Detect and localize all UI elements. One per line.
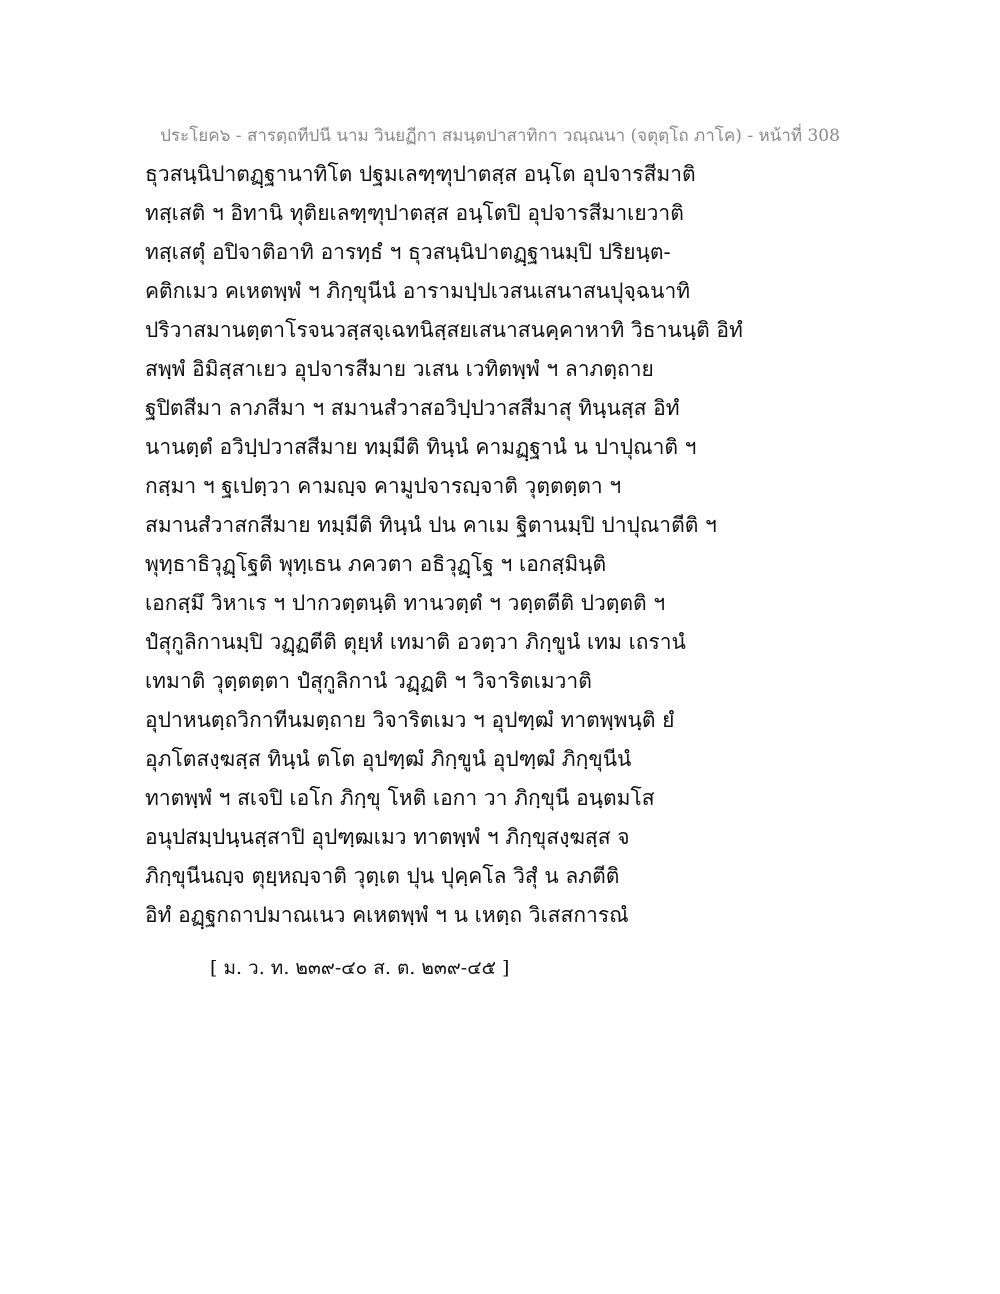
- text-line: สมานสํวาสกสีมาย ทมฺมีติ ทินฺนํ ปน คาเม ฐิตานมฺปิ ปาปุณาตีติ ฯ: [145, 513, 717, 537]
- text-line: อุปาหนตฺถวิกาทีนมตฺถาย วิจาริตเมว ฯ อุปฑฺฒํ ทาตพฺพนฺติ ยํ: [145, 708, 675, 732]
- page-header: ประโยค๖ - สารตฺถทีปนี นาม วินยฏีกา สมนฺตปาสาทิกา วณฺณนา (จตุตฺโถ ภาโค) - หน้าที่ 308: [160, 126, 840, 146]
- text-line: พุทฺธาธิวุฏฺโฐติ พุทฺเธน ภควตา อธิวุฏฺโฐ ฯ เอกสฺมินฺติ: [145, 552, 607, 576]
- text-line: เอกสฺมึ วิหาเร ฯ ปากวตฺตนฺติ ทานวตฺตํ ฯ วตฺตตีติ ปวตฺตติ ฯ: [145, 591, 666, 615]
- text-line: ฐปิตสีมา ลาภสีมา ฯ สมานสํวาสอวิปฺปวาสสีมาสุ ทินฺนสฺส อิทํ: [145, 396, 680, 420]
- reference-citation: [ ม. ว. ท. ๒๓๙-๔๐ ส. ต. ๒๓๙-๔๕ ]: [210, 957, 510, 979]
- text-line: ทาตพฺพํ ฯ สเจปิ เอโก ภิกฺขุ โหติ เอกา วา ภิกฺขุนี อนฺตมโส: [145, 786, 655, 810]
- text-line: อิทํ อฏฺฐกถาปมาณเนว คเหตพฺพํ ฯ น เหตฺถ วิเสสการณํ: [145, 903, 629, 927]
- text-line: ปริวาสมานตฺตาโรจนวสฺสจฺเฉทนิสฺสยเสนาสนคฺคาหาทิ วิธานนฺติ อิทํ: [145, 318, 743, 342]
- text-line: เทมาติ วุตฺตตฺตา ปํสุกูลิกานํ วฏฺฏติ ฯ วิจาริตเมวาติ: [145, 669, 592, 693]
- text-line: คติกเมว คเหตพฺพํ ฯ ภิกฺขุนีนํ อารามปฺปเวสนเสนาสนปุจฺฉนาทิ: [145, 279, 691, 303]
- text-line: ทสฺเสติ ฯ อิทานิ ทุติยเลฑฺฑุปาตสฺส อนฺโตปิ อุปจารสีมาเยวาติ: [145, 201, 684, 225]
- text-line: อนุปสมฺปนฺนสฺสาปิ อุปฑฺฒเมว ทาตพฺพํ ฯ ภิกฺขุสงฺฆสฺส จ: [145, 825, 630, 849]
- text-line: ภิกฺขุนีนญฺจ ตุยฺหญฺจาติ วุตฺเต ปุน ปุคฺคโล วิสุํ น ลภตีติ: [145, 864, 620, 888]
- body-text: [145, 155, 865, 935]
- text-line: ทสฺเสตุํ อปิจาติอาทิ อารทฺธํ ฯ ธุวสนฺนิปาตฏฺฐานมฺปิ ปริยนฺต-: [145, 240, 671, 264]
- text-line: ปํสุกูลิกานมฺปิ วฏฺฏตีติ ตุยฺหํ เทมาติ อวตฺวา ภิกฺขูนํ เทม เถรานํ: [145, 630, 686, 654]
- text-line: อุภโตสงฺฆสฺส ทินฺนํ ตโต อุปฑฺฒํ ภิกฺขูนํ อุปฑฺฒํ ภิกฺขุนีนํ: [145, 747, 632, 771]
- text-line: กสฺมา ฯ ฐเปตฺวา คามญฺจ คามูปจารญฺจาติ วุตฺตตฺตา ฯ: [145, 474, 622, 498]
- text-line: สพฺพํ อิมิสฺสาเยว อุปจารสีมาย วเสน เวทิตพฺพํ ฯ ลาภตฺถาย: [145, 357, 654, 381]
- text-line: ธุวสนฺนิปาตฏฺฐานาทิโต ปฐมเลฑฺฑุปาตสฺส อนฺโต อุปจารสีมาติ: [145, 162, 696, 186]
- text-line: นานตฺตํ อวิปฺปวาสสีมาย ทมฺมีติ ทินฺนํ คามฏฺฐานํ น ปาปุณาติ ฯ: [145, 435, 697, 459]
